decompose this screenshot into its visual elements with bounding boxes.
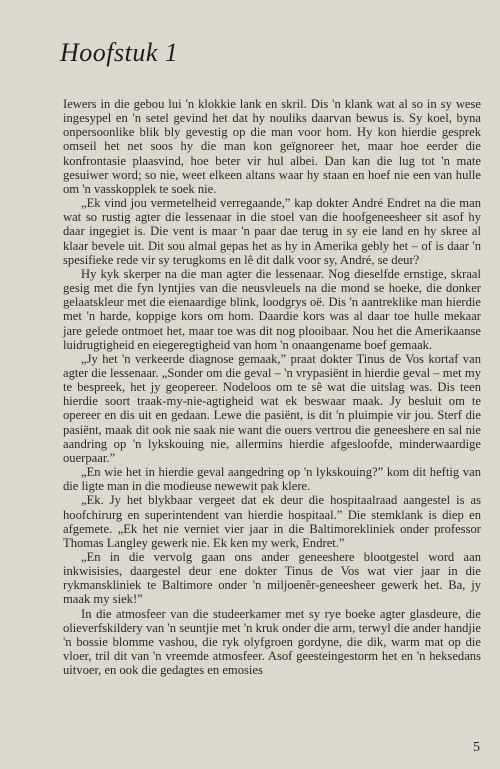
paragraph: Hy kyk skerper na die man agter die lessenaar. Nog dieselfde ernstige, skraal gesig met die fyn lyntjies van die neusvleuels na die mond se hoeke, die donker gelaatskleur met die eienaardige blink, loodgrys oë. Dis 'n aantreklike man hierdie met 'n harde, koppige kors om hom. Daardie kors was al daar toe hulle mekaar jare gelede ontmoet het, maar toe was dit nog plooibaar. Nou het die Amerikaanse luidrugtigheid en eiegeregtigheid van hom 'n onaangename boef gemaak. [63,266,481,352]
paragraph: „Ek. Jy het blykbaar vergeet dat ek deur die hospitaalraad aangestel is as hoofchirurg en superintendent van hierdie hospitaal.” Die stemklank is diep en afgemete. „Ek het nie verniet vier jaar in die Baltimorekliniek onder professor Thomas Langley gewerk nie. Ek ken my werk, Endret.” [63,493,481,550]
paragraph: „En in die vervolg gaan ons ander geneeshere blootgestel word aan inkwisisies, daargestel deur ene dokter Tinus de Vos wat vier jaar in die rykmanskliniek te Baltimore onder 'n miljoenêr-geneesheer gewerk het. Ba, jy maak my siek!” [63,550,481,607]
body-text [63,97,481,677]
chapter-title: Hoofstuk 1 [60,38,179,67]
page-number: 5 [473,740,480,755]
paragraph: „Ek vind jou vermetelheid verregaande,” kap dokter André Endret na die man wat so rustig agter die lessenaar in die stoel van die hoofgeneesheer sit asof hy daar ingegiet is. Die vent is maar 'n paar dae terug in sy eie land en hy skree al klaar bevele uit. Dit sou almal gepas het as hy in Amerika gebly het – of is daar 'n spesifieke rede vir sy terugkoms en lê dit dalk voor sy, André, se deur? [63,196,481,267]
paragraph: „Jy het 'n verkeerde diagnose gemaak,” praat dokter Tinus de Vos kortaf van agter die lessenaar. „Sonder om die geval – 'n vrypasiënt in hierdie geval – met my te bespreek, het jy geopereer. Nodeloos om te sê wat die uitslag was. Dis teen hierdie soort traak-my-nie-agtigheid wat ek beswaar maak. Jy besluit om te opereer en dis uit en gedaan. Lewe die pasiënt, is dit 'n pluimpie vir jou. Sterf die pasiënt, maak dit ook nie saak nie want die ouers vertrou die geneeshere en sal nie aandring op 'n lykskouing nie, allermins hierdie afgesloofde, minderwaardige ouerpaar.” [63,351,481,465]
paragraph: „En wie het in hierdie geval aangedring op 'n lykskouing?” kom dit heftig van die ligte man in die modieuse newewit pak klere. [63,465,481,494]
paragraph: Iewers in die gebou lui 'n klokkie lank en skril. Dis 'n klank wat al so in sy wese ingesypel en 'n setel gevind het dat hy nouliks daarvan bewus is. Sy koel, byna onpersoonlike blik bly gevestig op die man voor hom. Hy kon hierdie gesprek omseil het net soos hy die man kon geïgnoreer het, maar hoe eerder die konfrontasie plaasvind, hoe beter vir hul albei. Dan kan die lug tot 'n mate gesuiwer word; so nie, weet elkeen altans waar hy staan en hoef nie een van hulle om 'n vasskopplek te soek nie. [63,97,481,196]
paragraph: In die atmosfeer van die studeerkamer met sy rye boeke agter glasdeure, die olieverfskildery van 'n seuntjie met 'n kruk onder die arm, terwyl die ander handjie 'n bossie blomme vashou, die ryk olyfgroen gordyne, die dik, warm mat op die vloer, tril dit van 'n vreemde atmosfeer. Asof geesteingestorm het en 'n heksedans uitvoer, en ook die gedagtes en emosies [63,606,481,678]
